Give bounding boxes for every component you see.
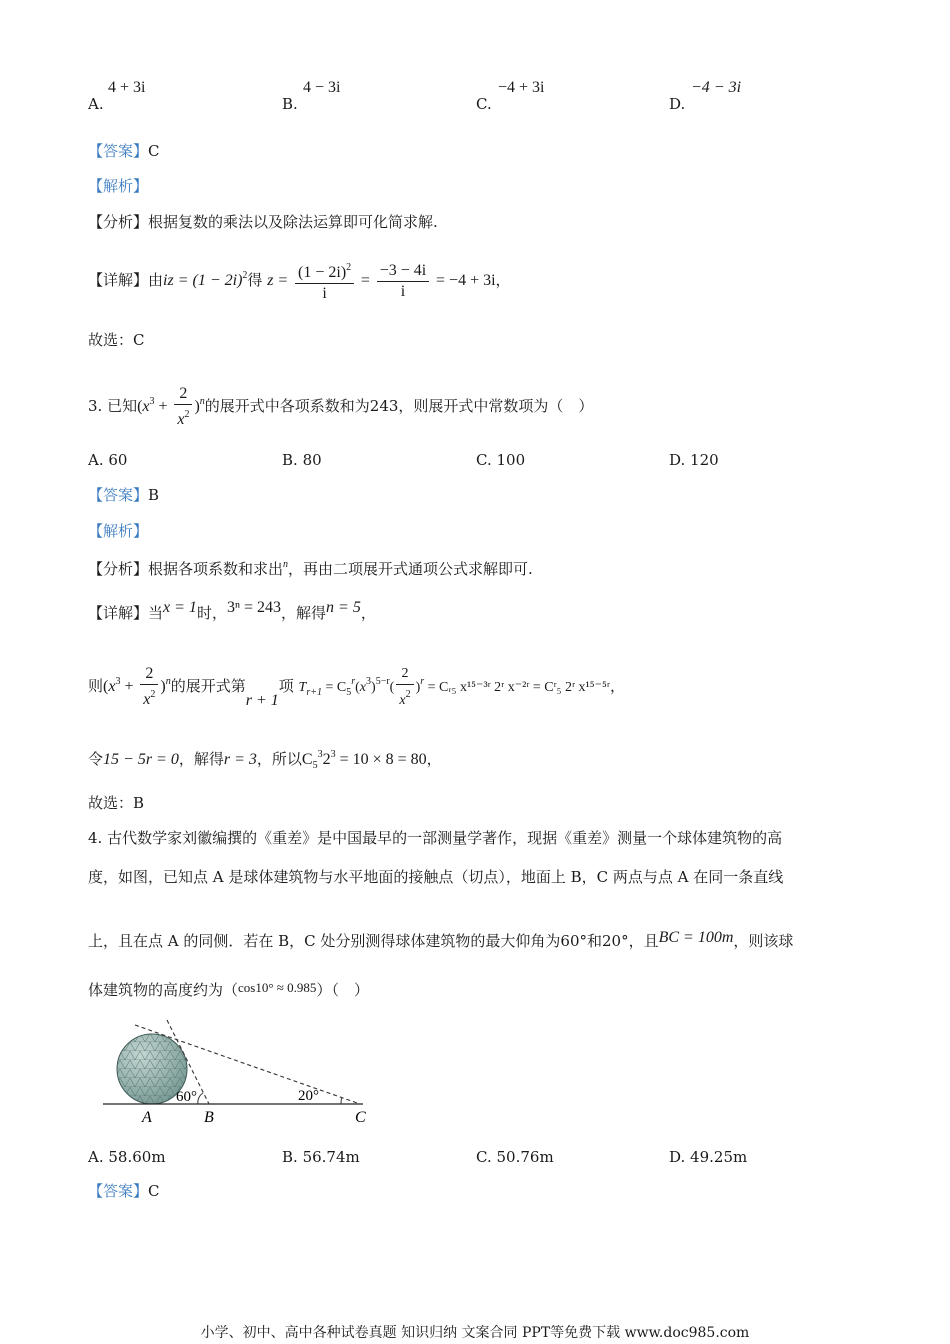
q2-answer: 【答案】C — [88, 142, 160, 160]
page-footer: 小学、初中、高中各种试卷真题 知识归纳 文案合同 PPT等免费下载 www.doc985.com — [200, 1325, 750, 1341]
q4-line-3: 上，且在点 A 的同侧．若在 B，C 处分别测得球体建筑物的最大仰角为60°和20°，且BC = 100m，则该球 — [88, 929, 794, 950]
q2-option-b-label: B. — [282, 95, 298, 113]
q3-detail-2: 则($x^3$ + $\frac{2}{x^2}$ )$^n$的展开式第r + 1项 $T_{r+1} = C_5^r(x^3)^{5-r}$( $\frac{2}{x^2}$ )$^r$ = Cᵣ₅ x¹⁵⁻³ʳ 2ʳ x⁻²ʳ = Cʳ₅ 2ʳ x¹⁵⁻⁵ʳ， — [88, 665, 625, 709]
q2-option-c-value: −4 + 3i — [498, 79, 545, 96]
q2-analysis: 【分析】根据复数的乘法以及除法运算即可化简求解. — [88, 213, 438, 231]
q3-option-d: D. 120 — [669, 451, 719, 469]
q4-line-4: 体建筑物的高度约为（cos10° ≈ 0.985）（ ） — [88, 980, 369, 999]
q3-detail-3: 令15 − 5r = 0，解得r = 3，所以$C_5^32^3 = 10 \times 8 = 80$， — [88, 749, 442, 771]
q3-analysis: 【分析】根据各项系数和求出$^n$，再由二项展开式通项公式求解即可. — [88, 559, 533, 578]
q4-option-c: C. 50.76m — [476, 1148, 554, 1166]
q3-question: 3. 已知($x^3$ + $\frac{2}{x^2}$ )$^n$的展开式中各项系数和为243，则展开式中常数项为（ ） — [88, 385, 594, 428]
q3-option-a: A. 60 — [88, 451, 128, 469]
figure-angle-60: 60° — [176, 1089, 197, 1105]
q2-option-b-value: 4 − 3i — [303, 79, 341, 96]
q2-option-d-label: D. — [669, 95, 686, 113]
q4-answer: 【答案】C — [88, 1182, 160, 1200]
q2-jiexi-heading: 【解析】 — [88, 177, 149, 195]
q2-option-d-value: −4 − 3i — [691, 79, 742, 96]
q2-option-a-label: A. — [88, 95, 104, 113]
q3-option-b: B. 80 — [282, 451, 322, 469]
q2-option-c-label: C. — [476, 95, 492, 113]
q4-figure — [95, 1015, 380, 1130]
q3-jiexi-heading: 【解析】 — [88, 522, 149, 540]
figure-label-b: B — [204, 1109, 214, 1126]
q2-conclusion: 故选：C — [88, 331, 145, 349]
q4-line-2: 度，如图，已知点 A 是球体建筑物与水平地面的接触点（切点），地面上 B，C 两点与点 A 在同一条直线 — [88, 868, 784, 886]
q3-conclusion: 故选：B — [88, 794, 145, 812]
q3-detail-1: 【详解】当x = 1时，3ⁿ = 243，解得n = 5， — [88, 599, 376, 622]
figure-label-a: A — [142, 1109, 152, 1126]
q2-option-a-value: 4 + 3i — [108, 79, 146, 96]
q2-detail: 【详解】由iz = $(1 - 2i)^2$得 z = $\frac{(1 - 2i)^2}{i}$ = $\frac{-3 - 4i}{i}$ = −4 + 3i， — [88, 254, 511, 304]
q3-option-c: C. 100 — [476, 451, 526, 469]
q4-option-d: D. 49.25m — [669, 1148, 748, 1166]
q4-option-a: A. 58.60m — [88, 1148, 166, 1166]
q3-answer: 【答案】B — [88, 486, 160, 504]
q4-option-b: B. 56.74m — [282, 1148, 360, 1166]
q4-line-1: 4. 古代数学家刘徽编撰的《重差》是中国最早的一部测量学著作，现据《重差》测量一个球体建筑物的高 — [88, 829, 783, 847]
figure-label-c: C — [355, 1109, 366, 1126]
figure-angle-20: 20° — [298, 1088, 319, 1104]
